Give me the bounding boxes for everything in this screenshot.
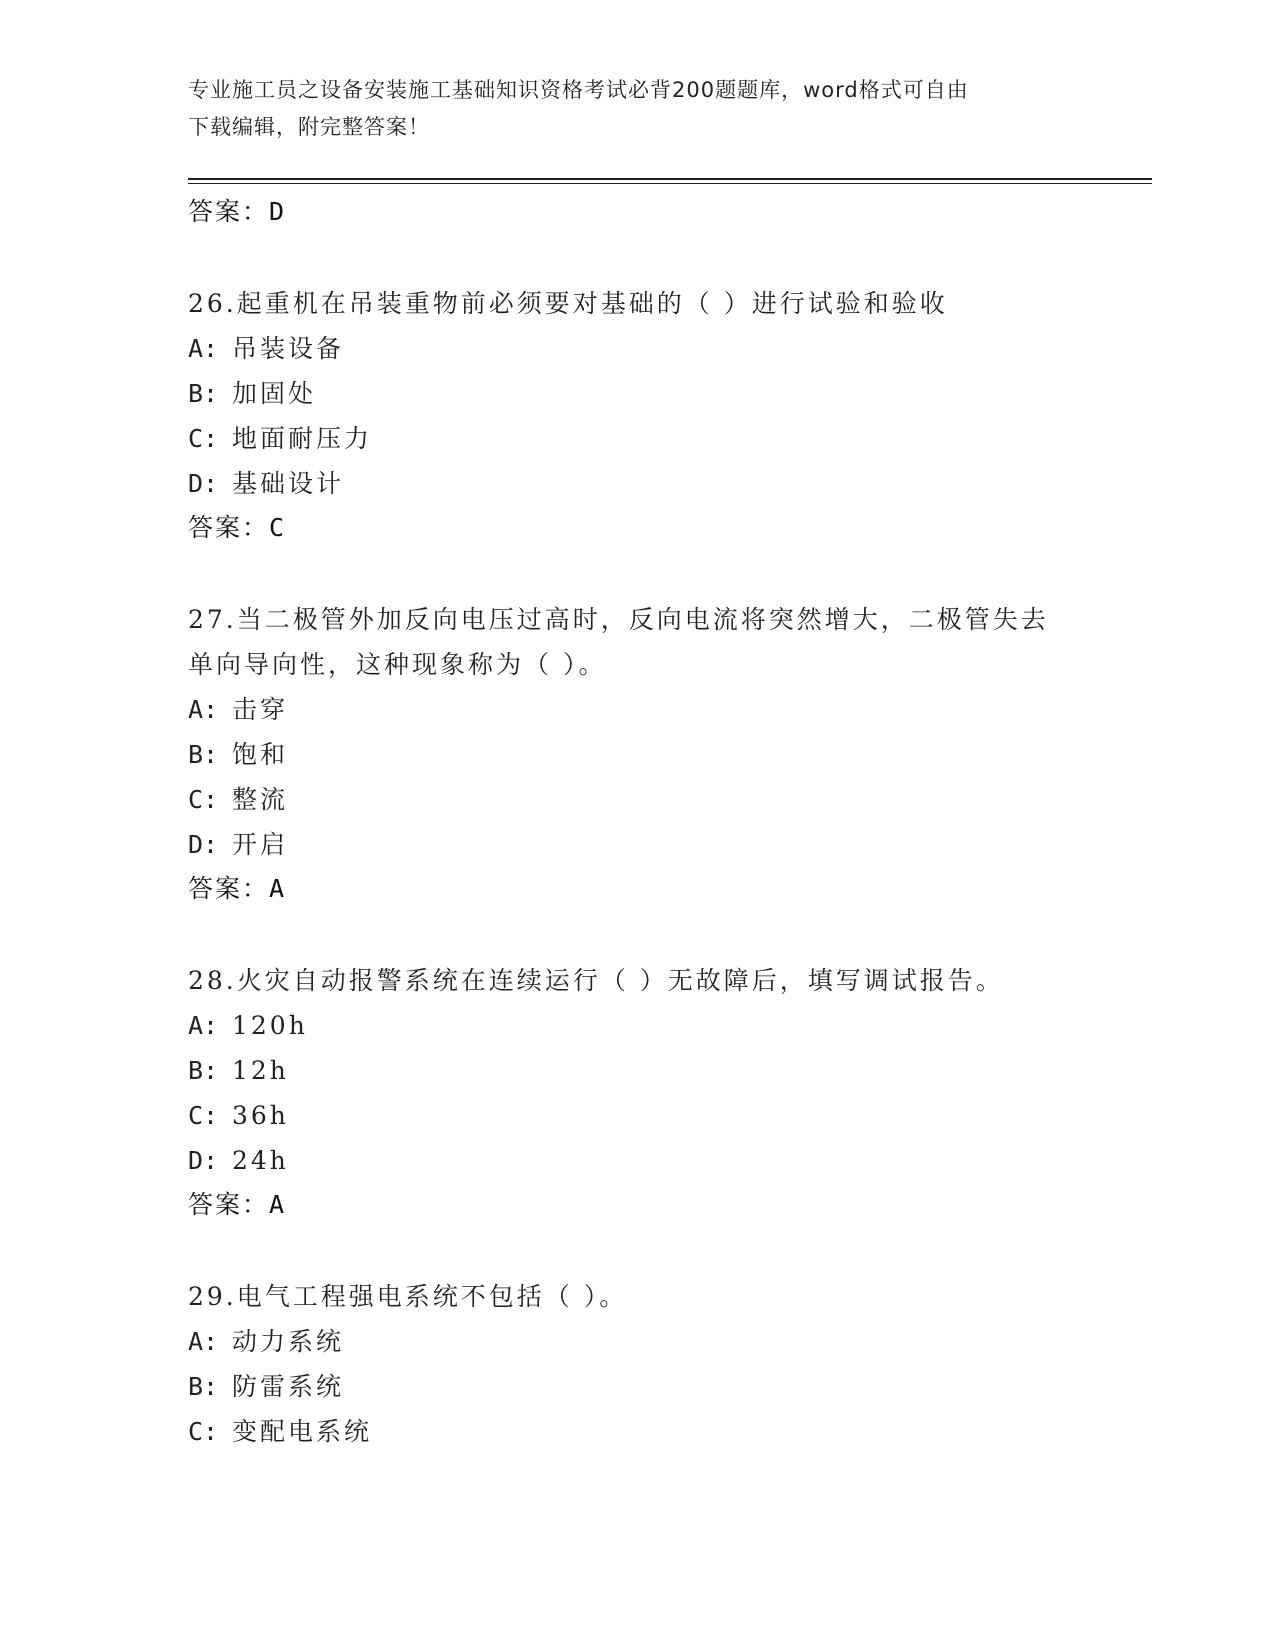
answer-line — [188, 506, 1152, 550]
option-letter: B: — [188, 1372, 219, 1401]
question-list — [188, 190, 1152, 1454]
option-text: 整流 — [232, 785, 289, 814]
option-d — [188, 822, 1152, 867]
answer-line — [188, 190, 1152, 234]
option-d — [188, 461, 1152, 506]
option-letter: A: — [188, 695, 219, 724]
answer-value: D — [269, 197, 287, 226]
option-letter: C: — [188, 424, 219, 453]
question-text-line-1: 27.当二极管外加反向电压过高时，反向电流将突然增大，二极管失去 — [188, 605, 1049, 634]
option-text: 36h — [232, 1101, 289, 1130]
option-b — [188, 1364, 1152, 1409]
option-a — [188, 1319, 1152, 1364]
answer-line — [188, 1183, 1152, 1227]
option-c — [188, 416, 1152, 461]
option-text: 吊装设备 — [232, 334, 345, 363]
option-b — [188, 371, 1152, 416]
question-27 — [188, 597, 1152, 911]
option-letter: D: — [188, 469, 219, 498]
option-letter: A: — [188, 1011, 219, 1040]
option-letter: D: — [188, 830, 219, 859]
option-letter: A: — [188, 1327, 219, 1356]
option-text: 120h — [232, 1011, 308, 1040]
option-text: 12h — [232, 1056, 289, 1085]
option-text: 开启 — [232, 830, 289, 859]
option-text: 加固处 — [232, 379, 317, 408]
option-text: 动力系统 — [232, 1327, 345, 1356]
option-a — [188, 326, 1152, 371]
option-letter: B: — [188, 1056, 219, 1085]
question-text: 28.火灾自动报警系统在连续运行（ ）无故障后，填写调试报告。 — [188, 966, 1004, 995]
answer-line — [188, 867, 1152, 911]
header-divider — [188, 178, 1152, 184]
question-29 — [188, 1274, 1152, 1454]
header-line-1: 专业施工员之设备安装施工基础知识资格考试必背200题题库，word格式可自由 — [188, 78, 969, 102]
option-text: 变配电系统 — [232, 1417, 373, 1446]
answer-label: 答案： — [188, 197, 270, 226]
option-letter: C: — [188, 785, 219, 814]
answer-value: A — [269, 1190, 287, 1219]
option-b — [188, 732, 1152, 777]
option-text: 防雷系统 — [232, 1372, 345, 1401]
option-d — [188, 1138, 1152, 1183]
answer-value: A — [269, 874, 287, 903]
answer-value: C — [269, 513, 287, 542]
option-a — [188, 687, 1152, 732]
question-28 — [188, 958, 1152, 1227]
header-line-2: 下载编辑，附完整答案！ — [188, 115, 430, 139]
option-text: 击穿 — [232, 695, 289, 724]
option-c — [188, 1409, 1152, 1454]
document-header — [188, 72, 1088, 146]
question-text: 26.起重机在吊装重物前必须要对基础的（ ）进行试验和验收 — [188, 289, 948, 318]
option-text: 地面耐压力 — [232, 424, 373, 453]
option-text: 24h — [232, 1146, 289, 1175]
option-c — [188, 777, 1152, 822]
option-letter: C: — [188, 1101, 219, 1130]
question-text: 29.电气工程强电系统不包括（ ）。 — [188, 1282, 628, 1311]
option-letter: D: — [188, 1146, 219, 1175]
option-a — [188, 1003, 1152, 1048]
option-letter: C: — [188, 1417, 219, 1446]
option-letter: B: — [188, 740, 219, 769]
option-letter: A: — [188, 334, 219, 363]
option-c — [188, 1093, 1152, 1138]
question-26 — [188, 281, 1152, 550]
option-text: 饱和 — [232, 740, 289, 769]
answer-label: 答案： — [188, 1190, 270, 1219]
option-text: 基础设计 — [232, 469, 345, 498]
option-b — [188, 1048, 1152, 1093]
answer-label: 答案： — [188, 874, 270, 903]
answer-label: 答案： — [188, 513, 270, 542]
question-text-line-2: 单向导向性，这种现象称为（ ）。 — [188, 650, 607, 679]
option-letter: B: — [188, 379, 219, 408]
